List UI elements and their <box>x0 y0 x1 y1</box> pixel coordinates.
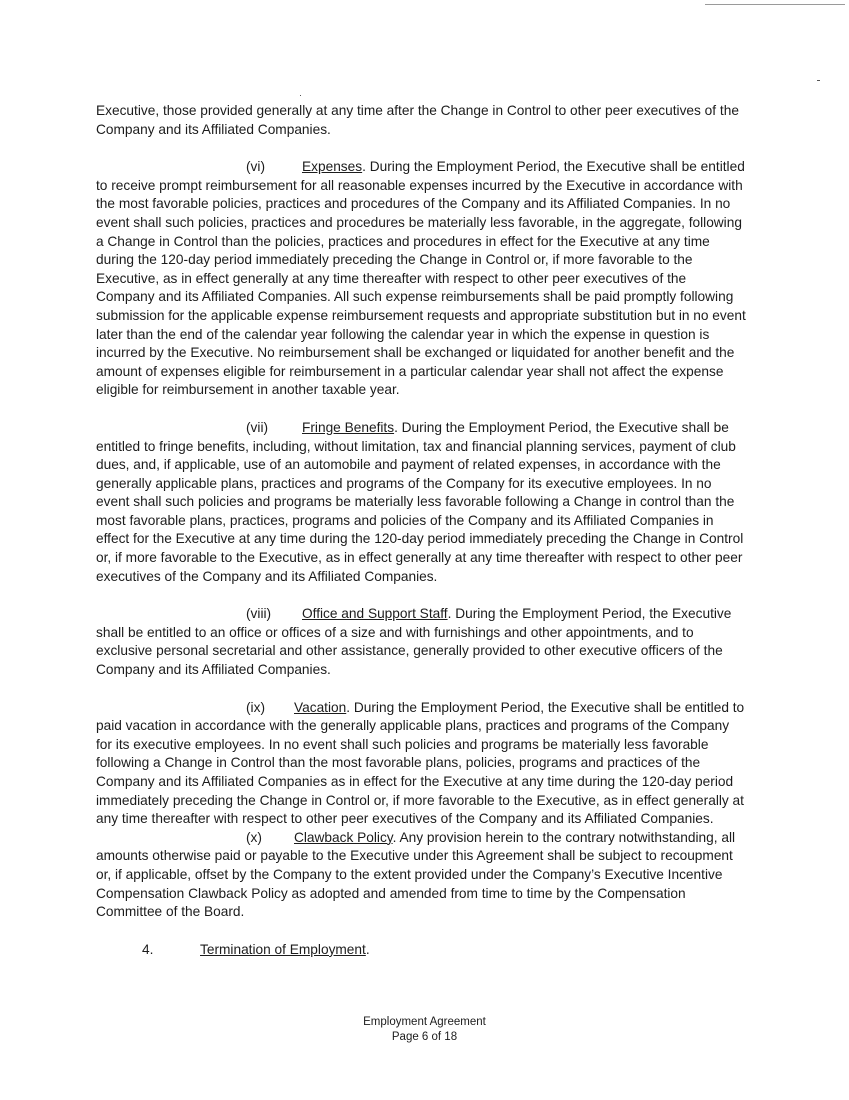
item-text: . During the Employment Period, the Executive shall be entitled to an office or offices of a size and with furnishings and other appointments, and to exclusive personal secretarial and other assistance, generally provided to other executive officers of the Company and its Affiliated Companies. <box>96 606 732 678</box>
item-text: . During the Employment Period, the Executive shall be entitled to receive prompt reimbursement for all reasonable expenses incurred by the Executive in accordance with the most favorable policies, practices and procedures of the Company and its Affiliated Companies. In no event shall such policies, practices and procedures be materially less favorable, in the aggregate, following a Change in Control than the policies, practices and procedures in effect for the Executive at any time during the 120-day period immediately preceding the Change in Control or, if more favorable to the Executive, as in effect generally at any time thereafter with respect to other peer executives of the Company and its Affiliated Companies. All such expense reimbursements shall be paid promptly following submission for the applicable expense reimbursement requests and appropriate substitution but in no event later than the end of the calendar year following the calendar year in which the expense in question is incurred by the Executive. No reimbursement shall be exchanged or liquidated for another benefit and the amount of expenses eligible for reimbursement in a particular calendar year shall not affect the expense eligible for reimbursement in another taxable year. <box>96 159 746 398</box>
scan-edge-line <box>705 4 845 5</box>
footer-title: Employment Agreement <box>363 1016 486 1028</box>
scan-speck <box>300 95 301 96</box>
intro-paragraph <box>96 102 746 139</box>
item-heading: Clawback Policy <box>294 829 393 845</box>
paragraph-expenses <box>96 158 746 400</box>
page-footer <box>0 1015 849 1045</box>
intro-text: Executive, those provided generally at any time after the Change in Control to other peer executives of the Company and its Affiliated Companies. <box>96 103 739 137</box>
section-number: 4. <box>142 941 154 957</box>
section-heading: Termination of Employment <box>200 941 366 957</box>
item-heading: Vacation <box>294 699 347 715</box>
item-number: (x) <box>246 829 262 845</box>
section-termination <box>96 941 746 960</box>
paragraph-clawback-policy <box>96 829 746 922</box>
item-text: . During the Employment Period, the Executive shall be entitled to fringe benefits, including, without limitation, tax and financial planning services, payment of club dues, and, if applicable, use of an automobile and payment of related expenses, in accordance with the generally applicable plans, practices and programs of the Company for its executive employees. In no event shall such policies and programs be materially less favorable following a Change in control than the most favorable plans, practices, programs and policies of the Company and its Affiliated Companies in effect for the Executive at any time during the 120-day period immediately preceding the Change in Control or, if more favorable to the Executive, as in effect generally at any time thereafter with respect to other peer executives of the Company and its Affiliated Companies. <box>96 419 744 584</box>
section-trailing: . <box>365 941 370 957</box>
item-number: (vii) <box>246 419 269 435</box>
paragraph-fringe-benefits <box>96 419 746 586</box>
footer-page-number: Page 6 of 18 <box>391 1031 458 1043</box>
item-heading: Expenses <box>302 159 363 175</box>
paragraph-vacation <box>96 699 746 829</box>
item-heading: Office and Support Staff <box>302 606 448 622</box>
item-text: . Any provision herein to the contrary notwithstanding, all amounts otherwise paid or payable to the Executive under this Agreement shall be subject to recoupment or, if applicable, offset by the Company to the extent provided under the Company’s Executive Incentive Compensation Clawback Policy as adopted and amended from time to time by the Compensation Committee of the Board. <box>96 829 736 920</box>
scan-speck <box>817 80 820 81</box>
item-text: . During the Employment Period, the Executive shall be entitled to paid vacation in accordance with the generally applicable plans, practices and programs of the Company for its executive employees. In no event shall such policies and programs be materially less favorable following a Change in Control than the most favorable plans, policies, programs and practices of the Company and its Affiliated Companies as in effect for the Executive at any time during the 120-day period immediately preceding the Change in Control or, if more favorable to the Executive, as in effect generally at any time thereafter with respect to other peer executives of the Company and its Affiliated Companies. <box>96 699 745 827</box>
document-body <box>96 102 746 959</box>
item-number: (vi) <box>246 159 266 175</box>
item-number: (viii) <box>246 606 272 622</box>
paragraph-office-support-staff <box>96 605 746 679</box>
item-number: (ix) <box>246 699 266 715</box>
item-heading: Fringe Benefits <box>302 419 395 435</box>
